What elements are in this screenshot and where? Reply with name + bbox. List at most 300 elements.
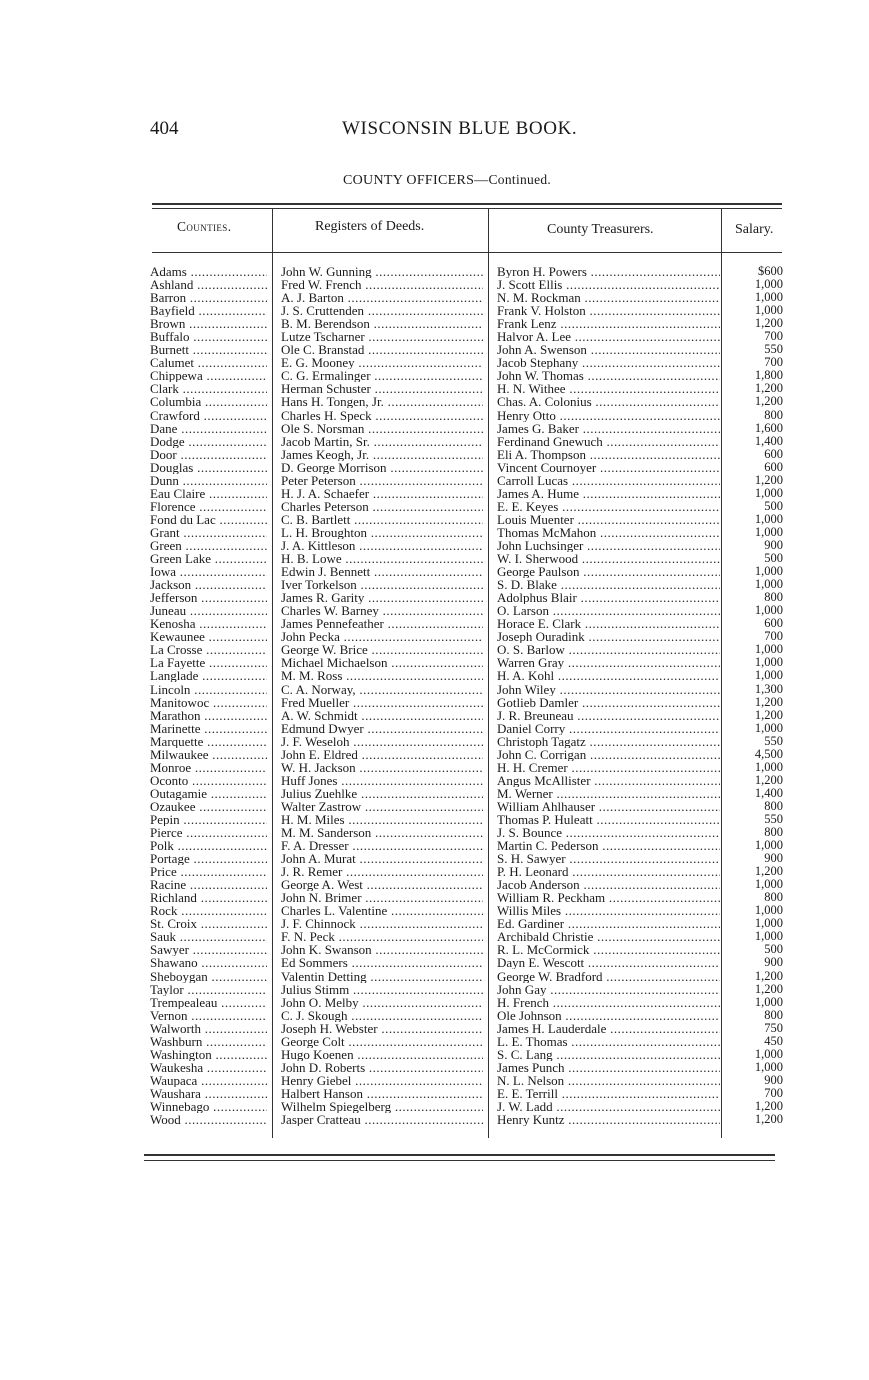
county-treasurer: William Ahlhauser ..... — [497, 800, 720, 813]
salary-value: 1,200 — [754, 316, 783, 331]
table-row — [0, 748, 869, 761]
register-of-deeds: Peter Peterson ..... — [281, 474, 483, 487]
register-of-deeds: W. H. Jackson ..... — [281, 761, 483, 774]
county-name: Manitowoc ..... — [150, 696, 267, 709]
table-row — [0, 539, 869, 552]
salary-value: 800 — [764, 1007, 783, 1022]
table-row — [0, 1074, 869, 1087]
county-treasurer: Halvor A. Lee ..... — [497, 330, 720, 343]
register-of-deeds: George A. West ..... — [281, 878, 483, 891]
table-row — [0, 852, 869, 865]
table-row — [0, 487, 869, 500]
county-name: Kewaunee ..... — [150, 630, 267, 643]
county-treasurer: Daniel Corry ..... — [497, 722, 720, 735]
table-row — [0, 930, 869, 943]
section-title-text: COUNTY OFFICERS — [343, 173, 475, 188]
county-name: Oconto ..... — [150, 774, 267, 787]
county-treasurer: John W. Thomas ..... — [497, 369, 720, 382]
salary-value: 1,000 — [754, 759, 783, 774]
table-row — [0, 330, 869, 343]
salary-value: 600 — [764, 616, 783, 631]
county-treasurer: J. R. Breuneau ..... — [497, 709, 720, 722]
register-of-deeds: John K. Swanson ..... — [281, 943, 483, 956]
county-name: Door ..... — [150, 448, 267, 461]
register-of-deeds: Jasper Cratteau ..... — [281, 1113, 483, 1126]
county-name: Wood ..... — [150, 1113, 267, 1126]
county-treasurer: Chas. A. Colonius ..... — [497, 395, 720, 408]
county-treasurer: R. L. McCormick ..... — [497, 943, 720, 956]
register-of-deeds: Lutze Tscharner ..... — [281, 330, 483, 343]
county-treasurer: N. M. Rockman ..... — [497, 291, 720, 304]
salary-value: 600 — [764, 446, 783, 461]
salary-value: 1,000 — [754, 524, 783, 539]
register-of-deeds: Edmund Dwyer ..... — [281, 722, 483, 735]
top-rule-thin — [152, 208, 782, 209]
table-row — [0, 865, 869, 878]
table-row — [0, 591, 869, 604]
register-of-deeds: F. N. Peck ..... — [281, 930, 483, 943]
salary-value: 1,000 — [754, 877, 783, 892]
county-name: Kenosha ..... — [150, 617, 267, 630]
county-name: Brown ..... — [150, 317, 267, 330]
salary-value: 900 — [764, 955, 783, 970]
county-name: Racine ..... — [150, 878, 267, 891]
county-name: Ozaukee ..... — [150, 800, 267, 813]
county-name: Trempealeau ..... — [150, 996, 267, 1009]
register-of-deeds: John D. Roberts ..... — [281, 1061, 483, 1074]
table-row — [0, 787, 869, 800]
table-row — [0, 943, 869, 956]
table-row — [0, 656, 869, 669]
register-of-deeds: H. B. Lowe ..... — [281, 552, 483, 565]
register-of-deeds: Julius Zuehlke ..... — [281, 787, 483, 800]
county-treasurer: M. Werner ..... — [497, 787, 720, 800]
register-of-deeds: George W. Brice ..... — [281, 643, 483, 656]
county-treasurer: Vincent Cournoyer ..... — [497, 461, 720, 474]
county-name: Vernon ..... — [150, 1009, 267, 1022]
county-name: St. Croix ..... — [150, 917, 267, 930]
county-name: Iowa ..... — [150, 565, 267, 578]
register-of-deeds: Herman Schuster ..... — [281, 382, 483, 395]
table-row — [0, 839, 869, 852]
salary-value: 1,000 — [754, 511, 783, 526]
county-treasurer: Horace E. Clark ..... — [497, 617, 720, 630]
county-treasurer: Jacob Stephany ..... — [497, 356, 720, 369]
county-treasurer: James Punch ..... — [497, 1061, 720, 1074]
salary-value: 1,200 — [754, 1099, 783, 1113]
county-name: La Fayette ..... — [150, 656, 267, 669]
bottom-rule-thin — [144, 1160, 775, 1161]
table-row — [0, 630, 869, 643]
county-treasurer: George Paulson ..... — [497, 565, 720, 578]
salary-value: 1,000 — [754, 303, 783, 318]
salary-value: 800 — [764, 825, 783, 840]
county-name: Eau Claire ..... — [150, 487, 267, 500]
table-row — [0, 1087, 869, 1100]
county-name: Adams ..... — [150, 265, 267, 278]
table-row — [0, 513, 869, 526]
county-name: Dodge ..... — [150, 435, 267, 448]
salary-value: 1,000 — [754, 838, 783, 853]
table-row — [0, 343, 869, 356]
table-row — [0, 970, 869, 983]
salary-value: 500 — [764, 551, 783, 566]
county-treasurer: L. E. Thomas ..... — [497, 1035, 720, 1048]
county-name: Rock ..... — [150, 904, 267, 917]
table-row — [0, 1100, 869, 1113]
register-of-deeds: Edwin J. Bennett ..... — [281, 565, 483, 578]
county-treasurer: Louis Muenter ..... — [497, 513, 720, 526]
salary-value: 1,400 — [754, 433, 783, 448]
salary-value: 900 — [764, 1072, 783, 1087]
salary-value: 800 — [764, 407, 783, 422]
county-name: Marathon ..... — [150, 709, 267, 722]
county-name: Ashland ..... — [150, 278, 267, 291]
register-of-deeds: Charles L. Valentine ..... — [281, 904, 483, 917]
county-treasurer: Martin C. Pederson ..... — [497, 839, 720, 852]
register-of-deeds: Hans H. Tongen, Jr. ..... — [281, 395, 483, 408]
salary-value: 1,200 — [754, 864, 783, 879]
county-treasurer: Ole Johnson ..... — [497, 1009, 720, 1022]
salary-value: 1,000 — [754, 642, 783, 657]
county-name: Price ..... — [150, 865, 267, 878]
county-treasurer: E. E. Terrill ..... — [497, 1087, 720, 1100]
salary-value: 1,000 — [754, 720, 783, 735]
county-name: Clark ..... — [150, 382, 267, 395]
register-of-deeds: Charles H. Speck ..... — [281, 409, 483, 422]
register-of-deeds: Walter Zastrow ..... — [281, 800, 483, 813]
county-name: Winnebago ..... — [150, 1100, 267, 1113]
county-name: Waushara ..... — [150, 1087, 267, 1100]
register-of-deeds: J. R. Remer ..... — [281, 865, 483, 878]
salary-value: 1,200 — [754, 394, 783, 409]
county-name: Taylor ..... — [150, 983, 267, 996]
register-of-deeds: Valentin Detting ..... — [281, 970, 483, 983]
county-name: Crawford ..... — [150, 409, 267, 422]
salary-value: 700 — [764, 329, 783, 344]
county-treasurer: Frank Lenz ..... — [497, 317, 720, 330]
county-treasurer: H. French ..... — [497, 996, 720, 1009]
section-dash: — — [474, 173, 489, 188]
salary-value: 800 — [764, 890, 783, 905]
salary-value: 700 — [764, 629, 783, 644]
county-treasurer: James H. Lauderdale ..... — [497, 1022, 720, 1035]
county-name: Juneau ..... — [150, 604, 267, 617]
county-treasurer: John Wiley ..... — [497, 683, 720, 696]
header-salary: Salary. — [735, 222, 774, 237]
county-name: Marquette ..... — [150, 735, 267, 748]
table-row — [0, 617, 869, 630]
table-row — [0, 278, 869, 291]
county-treasurer: Jacob Anderson ..... — [497, 878, 720, 891]
table-row — [0, 422, 869, 435]
salary-value: 1,200 — [754, 707, 783, 722]
register-of-deeds: A. J. Barton ..... — [281, 291, 483, 304]
salary-value: 750 — [764, 1020, 783, 1035]
county-name: Bayfield ..... — [150, 304, 267, 317]
table-row — [0, 917, 869, 930]
county-name: Dunn ..... — [150, 474, 267, 487]
register-of-deeds: Halbert Hanson ..... — [281, 1087, 483, 1100]
table-row — [0, 669, 869, 682]
table-row — [0, 317, 869, 330]
register-of-deeds: Ole C. Branstad ..... — [281, 343, 483, 356]
register-of-deeds: C. J. Skough ..... — [281, 1009, 483, 1022]
county-name: Dane ..... — [150, 422, 267, 435]
table-row — [0, 683, 869, 696]
table-row — [0, 826, 869, 839]
salary-value: 1,200 — [754, 1112, 783, 1127]
register-of-deeds: H. M. Miles ..... — [281, 813, 483, 826]
county-name: Milwaukee ..... — [150, 748, 267, 761]
salary-value: 1,000 — [754, 485, 783, 500]
header-treasurers: County Treasurers. — [547, 222, 654, 237]
table-row — [0, 1113, 869, 1126]
table-row — [0, 474, 869, 487]
county-treasurer: H. N. Withee ..... — [497, 382, 720, 395]
salary-value: 1,000 — [754, 290, 783, 305]
county-name: Burnett ..... — [150, 343, 267, 356]
county-treasurer: Archibald Christie ..... — [497, 930, 720, 943]
salary-value: 600 — [764, 459, 783, 474]
table-row — [0, 800, 869, 813]
county-treasurer: J. W. Ladd ..... — [497, 1100, 720, 1113]
county-treasurer: Gotlieb Damler ..... — [497, 696, 720, 709]
county-name: Florence ..... — [150, 500, 267, 513]
register-of-deeds: D. George Morrison ..... — [281, 461, 483, 474]
register-of-deeds: John O. Melby ..... — [281, 996, 483, 1009]
table-row — [0, 565, 869, 578]
register-of-deeds: John Pecka ..... — [281, 630, 483, 643]
county-treasurer: Byron H. Powers ..... — [497, 265, 720, 278]
table-body — [0, 265, 869, 1126]
register-of-deeds: Ole S. Norsman ..... — [281, 422, 483, 435]
county-treasurer: O. Larson ..... — [497, 604, 720, 617]
table-row — [0, 1022, 869, 1035]
table-row — [0, 304, 869, 317]
salary-value: 1,000 — [754, 564, 783, 579]
register-of-deeds: J. F. Weseloh ..... — [281, 735, 483, 748]
register-of-deeds: J. A. Kittleson ..... — [281, 539, 483, 552]
register-of-deeds: J. F. Chinnock ..... — [281, 917, 483, 930]
county-name: Washington ..... — [150, 1048, 267, 1061]
register-of-deeds: Michael Michaelson ..... — [281, 656, 483, 669]
county-name: Jefferson ..... — [150, 591, 267, 604]
salary-value: 1,000 — [754, 903, 783, 918]
county-treasurer: J. S. Bounce ..... — [497, 826, 720, 839]
salary-value: 550 — [764, 342, 783, 357]
county-name: Sauk ..... — [150, 930, 267, 943]
county-treasurer: John Luchsinger ..... — [497, 539, 720, 552]
register-of-deeds: Jacob Martin, Sr. ..... — [281, 435, 483, 448]
county-name: Lincoln ..... — [150, 683, 267, 696]
register-of-deeds: John E. Eldred ..... — [281, 748, 483, 761]
table-row — [0, 996, 869, 1009]
county-name: Columbia ..... — [150, 395, 267, 408]
section-title — [343, 172, 551, 189]
county-treasurer: John Gay ..... — [497, 983, 720, 996]
salary-value: 1,000 — [754, 655, 783, 670]
register-of-deeds: James R. Garity ..... — [281, 591, 483, 604]
register-of-deeds: Joseph H. Webster ..... — [281, 1022, 483, 1035]
register-of-deeds: C. A. Norway, ..... — [281, 683, 483, 696]
salary-value: 1,000 — [754, 277, 783, 292]
county-name: La Crosse ..... — [150, 643, 267, 656]
county-treasurer: Thomas P. Huleatt ..... — [497, 813, 720, 826]
county-treasurer: Christoph Tagatz ..... — [497, 735, 720, 748]
salary-value: 1,200 — [754, 694, 783, 709]
table-row — [0, 578, 869, 591]
county-treasurer: H. A. Kohl ..... — [497, 669, 720, 682]
table-row — [0, 643, 869, 656]
register-of-deeds: James Pennefeather ..... — [281, 617, 483, 630]
county-treasurer: Henry Otto ..... — [497, 409, 720, 422]
header-registers: Registers of Deeds. — [315, 219, 425, 234]
salary-value: 1,000 — [754, 603, 783, 618]
salary-value: 1,000 — [754, 577, 783, 592]
salary-value: 1,200 — [754, 472, 783, 487]
register-of-deeds: Julius Stimm ..... — [281, 983, 483, 996]
county-treasurer: O. S. Barlow ..... — [497, 643, 720, 656]
county-treasurer: E. E. Keyes ..... — [497, 500, 720, 513]
register-of-deeds: Henry Giebel ..... — [281, 1074, 483, 1087]
county-treasurer: J. Scott Ellis ..... — [497, 278, 720, 291]
table-row — [0, 1009, 869, 1022]
register-of-deeds: F. A. Dresser ..... — [281, 839, 483, 852]
salary-value: 1,200 — [754, 968, 783, 983]
county-name: Waupaca ..... — [150, 1074, 267, 1087]
county-name: Grant ..... — [150, 526, 267, 539]
salary-value: 4,500 — [754, 746, 783, 761]
table-row — [0, 735, 869, 748]
register-of-deeds: Huff Jones ..... — [281, 774, 483, 787]
register-of-deeds: E. G. Mooney ..... — [281, 356, 483, 369]
salary-value: 500 — [764, 498, 783, 513]
county-treasurer: William R. Peckham ..... — [497, 891, 720, 904]
county-treasurer: Eli A. Thompson ..... — [497, 448, 720, 461]
register-of-deeds: Wilhelm Spiegelberg ..... — [281, 1100, 483, 1113]
county-treasurer: Frank V. Holston ..... — [497, 304, 720, 317]
register-of-deeds: George Colt ..... — [281, 1035, 483, 1048]
register-of-deeds: Charles Peterson ..... — [281, 500, 483, 513]
header-counties: Counties. — [177, 219, 232, 234]
county-name: Outagamie ..... — [150, 787, 267, 800]
table-row — [0, 878, 869, 891]
county-treasurer: John C. Corrigan ..... — [497, 748, 720, 761]
register-of-deeds: Fred W. French ..... — [281, 278, 483, 291]
county-name: Shawano ..... — [150, 956, 267, 969]
salary-value: 1,000 — [754, 1059, 783, 1074]
county-treasurer: James G. Baker ..... — [497, 422, 720, 435]
salary-value: 1,200 — [754, 381, 783, 396]
county-name: Polk ..... — [150, 839, 267, 852]
register-of-deeds: Charles W. Barney ..... — [281, 604, 483, 617]
county-name: Monroe ..... — [150, 761, 267, 774]
salary-value: 1,000 — [754, 916, 783, 931]
county-name: Washburn ..... — [150, 1035, 267, 1048]
register-of-deeds: Hugo Koenen ..... — [281, 1048, 483, 1061]
salary-value: 900 — [764, 851, 783, 866]
bottom-rule-thick — [144, 1154, 775, 1156]
table-row — [0, 435, 869, 448]
county-treasurer: N. L. Nelson ..... — [497, 1074, 720, 1087]
page-number: 404 — [150, 118, 179, 139]
table-row — [0, 448, 869, 461]
salary-value: 550 — [764, 733, 783, 748]
county-name: Barron ..... — [150, 291, 267, 304]
register-of-deeds: M. M. Ross ..... — [281, 669, 483, 682]
register-of-deeds: James Keogh, Jr. ..... — [281, 448, 483, 461]
county-name: Marinette ..... — [150, 722, 267, 735]
county-name: Waukesha ..... — [150, 1061, 267, 1074]
table-row — [0, 891, 869, 904]
county-name: Sheboygan ..... — [150, 970, 267, 983]
salary-value: 700 — [764, 355, 783, 370]
table-row — [0, 761, 869, 774]
county-treasurer: Carroll Lucas ..... — [497, 474, 720, 487]
county-name: Douglas ..... — [150, 461, 267, 474]
register-of-deeds: Fred Mueller ..... — [281, 696, 483, 709]
county-name: Walworth ..... — [150, 1022, 267, 1035]
county-name: Langlade ..... — [150, 669, 267, 682]
salary-value: 800 — [764, 590, 783, 605]
county-treasurer: Henry Kuntz ..... — [497, 1113, 720, 1126]
table-row — [0, 722, 869, 735]
table-row — [0, 395, 869, 408]
salary-value: 1,300 — [754, 681, 783, 696]
table-row — [0, 461, 869, 474]
table-row — [0, 956, 869, 969]
top-rule-thick — [152, 203, 782, 205]
salary-value: 800 — [764, 798, 783, 813]
table-row — [0, 552, 869, 565]
county-name: Calumet ..... — [150, 356, 267, 369]
table-row — [0, 265, 869, 278]
table-row — [0, 904, 869, 917]
salary-value: 500 — [764, 942, 783, 957]
county-name: Green Lake ..... — [150, 552, 267, 565]
salary-value: 550 — [764, 811, 783, 826]
book-title: WISCONSIN BLUE BOOK. — [342, 118, 578, 139]
register-of-deeds: John A. Murat ..... — [281, 852, 483, 865]
register-of-deeds: Iver Torkelson ..... — [281, 578, 483, 591]
county-treasurer: Ed. Gardiner ..... — [497, 917, 720, 930]
table-row — [0, 369, 869, 382]
register-of-deeds: L. H. Broughton ..... — [281, 526, 483, 539]
table-row — [0, 1048, 869, 1061]
county-treasurer: Ferdinand Gnewuch ..... — [497, 435, 720, 448]
table-row — [0, 382, 869, 395]
county-name: Buffalo ..... — [150, 330, 267, 343]
salary-value: 450 — [764, 1033, 783, 1048]
county-treasurer: Adolphus Blair ..... — [497, 591, 720, 604]
register-of-deeds: John W. Gunning ..... — [281, 265, 483, 278]
county-treasurer: George W. Bradford ..... — [497, 970, 720, 983]
salary-value: 1,600 — [754, 420, 783, 435]
register-of-deeds: A. W. Schmidt ..... — [281, 709, 483, 722]
table-row — [0, 526, 869, 539]
county-treasurer: Warren Gray ..... — [497, 656, 720, 669]
county-name: Fond du Lac ..... — [150, 513, 267, 526]
salary-value: 1,400 — [754, 785, 783, 800]
salary-value: 1,200 — [754, 981, 783, 996]
county-name: Pepin ..... — [150, 813, 267, 826]
salary-value: 1,000 — [754, 929, 783, 944]
salary-value: $600 — [758, 264, 783, 278]
county-treasurer: Willis Miles ..... — [497, 904, 720, 917]
county-name: Green ..... — [150, 539, 267, 552]
county-treasurer: James A. Hume ..... — [497, 487, 720, 500]
